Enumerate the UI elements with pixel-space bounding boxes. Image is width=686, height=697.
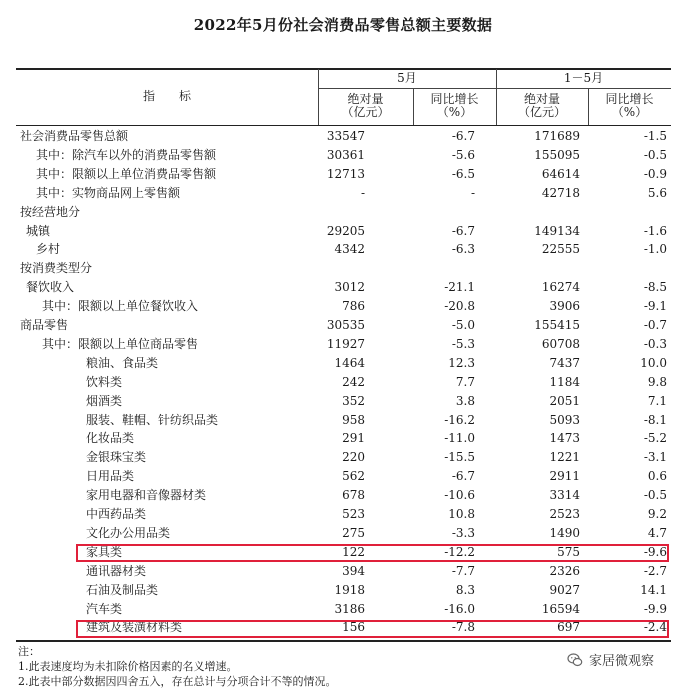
may-abs-header <box>318 93 413 119</box>
may-yoy-value: -5.6 <box>451 147 475 162</box>
janmay-yoy-value: -9.9 <box>643 601 667 616</box>
may-yoy-value: -12.2 <box>444 544 475 559</box>
may-yoy-value: -3.3 <box>451 525 475 540</box>
highlight-box-building-materials <box>76 620 669 638</box>
may-absolute-value: 291 <box>342 431 365 446</box>
janmay-absolute-value: 2523 <box>549 507 580 521</box>
may-absolute-value: 1918 <box>334 582 365 597</box>
may-yoy-value: -10.6 <box>444 488 475 503</box>
janmay-absolute-value: 1221 <box>549 450 580 465</box>
table-row <box>16 316 671 335</box>
table-top-rule <box>16 68 671 70</box>
janmay-absolute-value: 3314 <box>549 488 580 503</box>
table-row <box>16 486 671 505</box>
row-label: 服装、鞋帽、针纺织品类 <box>86 412 219 427</box>
row-label: 烟酒类 <box>86 393 123 408</box>
may-absolute-value: 242 <box>342 374 365 389</box>
may-yoy-value: 8.3 <box>455 582 475 597</box>
watermark <box>567 650 654 669</box>
row-label: 商品零售 <box>20 318 69 332</box>
table-row <box>16 240 671 259</box>
janmay-absolute-value: 697 <box>557 620 580 635</box>
may-yoy-header <box>413 93 496 119</box>
janmay-absolute-value: 1184 <box>549 374 580 389</box>
may-absolute-value: 562 <box>342 469 365 484</box>
janmay-absolute-value: 60708 <box>541 336 580 351</box>
abs-unit: （亿元） <box>517 105 566 119</box>
table-row <box>16 429 671 448</box>
may-yoy-value: 10.8 <box>448 507 475 521</box>
period-jan-may-header: 1－5月 <box>563 71 604 85</box>
janmay-absolute-value: 2326 <box>549 563 580 578</box>
may-absolute-value: 786 <box>342 299 365 314</box>
may-yoy-value: 12.3 <box>448 355 475 370</box>
table-row <box>16 297 671 316</box>
may-absolute-value: 275 <box>342 525 365 540</box>
janmay-absolute-value: 155415 <box>534 318 580 332</box>
janmay-yoy-value: -1.0 <box>643 242 667 257</box>
row-label: 建筑及装潢材料类 <box>86 620 183 635</box>
janmay-yoy-value: -0.5 <box>643 147 667 162</box>
janmay-absolute-value: 575 <box>557 544 580 559</box>
table-row <box>16 335 671 354</box>
table-row <box>16 278 671 297</box>
table-row <box>16 392 671 411</box>
janmay-yoy-value: -0.5 <box>643 488 667 503</box>
janmay-absolute-value: 171689 <box>534 129 580 143</box>
row-label: 城镇 <box>26 223 51 238</box>
table-row <box>16 203 671 222</box>
janmay-abs-header <box>496 93 588 119</box>
janmay-yoy-value: -1.6 <box>643 223 667 238</box>
abs-label: 绝对量 <box>523 92 560 106</box>
janmay-yoy-value: -8.1 <box>643 412 667 427</box>
janmay-absolute-value: 149134 <box>534 223 580 238</box>
may-absolute-value: 523 <box>342 507 365 521</box>
janmay-absolute-value: 16594 <box>541 601 580 616</box>
janmay-yoy-value: -1.5 <box>643 129 667 143</box>
row-label: 金银珠宝类 <box>86 450 147 465</box>
row-label: 其中：实物商品网上零售额 <box>36 185 181 200</box>
may-absolute-value: - <box>360 185 365 200</box>
table-bottom-rule <box>16 640 671 642</box>
row-label: 其中：限额以上单位餐饮收入 <box>42 299 199 314</box>
may-absolute-value: 394 <box>342 563 365 578</box>
janmay-yoy-value: 9.8 <box>647 374 667 389</box>
row-label: 其中：限额以上单位消费品零售额 <box>36 166 217 181</box>
may-absolute-value: 11927 <box>326 336 365 351</box>
janmay-absolute-value: 1473 <box>549 431 580 446</box>
table-row <box>16 354 671 373</box>
may-yoy-value: -6.7 <box>451 223 475 238</box>
yoy-label: 同比增长 <box>605 92 654 106</box>
table-row <box>16 411 671 430</box>
row-label: 乡村 <box>36 242 61 257</box>
janmay-yoy-value: -0.7 <box>643 318 667 332</box>
janmay-absolute-value: 22555 <box>541 242 580 257</box>
janmay-yoy-value: -9.6 <box>643 544 667 559</box>
abs-label: 绝对量 <box>347 92 384 106</box>
may-yoy-value: -11.0 <box>444 431 475 446</box>
yoy-label: 同比增长 <box>430 92 479 106</box>
may-yoy-value: -5.3 <box>451 336 475 351</box>
janmay-yoy-value: 5.6 <box>647 185 667 200</box>
may-yoy-value: 7.7 <box>455 374 475 389</box>
janmay-absolute-value: 155095 <box>534 147 580 162</box>
table-row <box>16 581 671 600</box>
may-absolute-value: 122 <box>342 544 365 559</box>
janmay-yoy-value: 10.0 <box>640 355 667 370</box>
row-label: 石油及制品类 <box>86 582 159 597</box>
janmay-absolute-value: 9027 <box>549 582 580 597</box>
may-yoy-value: -6.3 <box>451 242 475 257</box>
may-absolute-value: 29205 <box>326 223 365 238</box>
may-absolute-value: 958 <box>342 412 365 427</box>
yoy-unit: （%） <box>436 105 473 119</box>
table-row <box>16 165 671 184</box>
may-absolute-value: 3186 <box>334 601 365 616</box>
may-absolute-value: 4342 <box>334 242 365 257</box>
may-absolute-value: 30535 <box>326 318 365 332</box>
may-yoy-value: -16.2 <box>444 412 475 427</box>
janmay-yoy-value: 0.6 <box>647 469 667 484</box>
janmay-yoy-value: -5.2 <box>643 431 667 446</box>
may-yoy-value: 3.8 <box>455 393 475 408</box>
table-row <box>16 562 671 581</box>
janmay-yoy-header <box>588 93 671 119</box>
page-title: 2022年5月份社会消费品零售总额主要数据 <box>193 16 493 34</box>
row-label: 粮油、食品类 <box>86 355 159 370</box>
janmay-absolute-value: 5093 <box>549 412 580 427</box>
table-row <box>16 448 671 467</box>
table-row <box>16 373 671 392</box>
janmay-absolute-value: 3906 <box>549 299 580 314</box>
janmay-yoy-value: -8.5 <box>643 280 667 295</box>
janmay-absolute-value: 42718 <box>541 185 580 200</box>
may-absolute-value: 156 <box>342 620 365 635</box>
table-row <box>16 467 671 486</box>
may-yoy-value: -6.5 <box>451 166 475 181</box>
janmay-yoy-value: 7.1 <box>647 393 667 408</box>
may-yoy-value: -5.0 <box>451 318 475 332</box>
abs-unit: （亿元） <box>341 105 390 119</box>
yoy-unit: （%） <box>611 105 648 119</box>
table-row <box>16 600 671 619</box>
notes-line-1: 1.此表速度均为未扣除价格因素的名义增速。 <box>18 660 238 673</box>
row-label: 家用电器和音像器材类 <box>86 488 207 503</box>
table-row <box>16 259 671 278</box>
indicator-header: 指 标 <box>142 89 191 103</box>
notes-heading: 注： <box>18 645 40 658</box>
may-yoy-value: -6.7 <box>451 469 475 484</box>
janmay-absolute-value: 16274 <box>541 280 580 295</box>
wechat-icon <box>567 652 583 668</box>
janmay-absolute-value: 2051 <box>549 393 580 408</box>
may-yoy-value: -6.7 <box>451 129 475 143</box>
row-label: 按经营地分 <box>20 204 81 219</box>
watermark-text: 家居微观察 <box>588 654 654 669</box>
row-label: 文化办公用品类 <box>86 525 171 540</box>
may-yoy-value: -7.7 <box>451 563 475 578</box>
table-row <box>16 505 671 524</box>
row-label: 日用品类 <box>86 469 135 484</box>
period-underline <box>318 88 671 89</box>
may-yoy-value: -7.8 <box>451 620 475 635</box>
janmay-absolute-value: 1490 <box>549 525 580 540</box>
janmay-yoy-value: -2.7 <box>643 563 667 578</box>
row-label: 其中：除汽车以外的消费品零售额 <box>36 147 217 162</box>
row-label: 中西药品类 <box>86 507 147 521</box>
janmay-absolute-value: 64614 <box>541 166 580 181</box>
row-label: 餐饮收入 <box>26 280 75 295</box>
may-yoy-value: -15.5 <box>444 450 475 465</box>
may-yoy-value: -16.0 <box>444 601 475 616</box>
row-label: 按消费类型分 <box>20 261 93 276</box>
janmay-yoy-value: -2.4 <box>643 620 667 635</box>
may-absolute-value: 3012 <box>334 280 365 295</box>
may-yoy-value: - <box>470 185 475 200</box>
row-label: 化妆品类 <box>86 431 135 446</box>
table-row <box>16 184 671 203</box>
table-row <box>16 127 671 146</box>
row-label: 汽车类 <box>86 601 123 616</box>
row-label: 家具类 <box>86 544 123 559</box>
may-absolute-value: 12713 <box>326 166 365 181</box>
table-row <box>16 524 671 543</box>
may-absolute-value: 352 <box>342 393 365 408</box>
highlight-box-furniture <box>76 544 669 562</box>
janmay-yoy-value: 4.7 <box>647 525 667 540</box>
may-yoy-value: -21.1 <box>444 280 475 295</box>
table-row <box>16 222 671 241</box>
period-may-header: 5月 <box>397 71 417 85</box>
row-label: 通讯器材类 <box>86 563 147 578</box>
row-label: 其中：限额以上单位商品零售 <box>42 336 199 351</box>
janmay-yoy-value: -0.9 <box>643 166 667 181</box>
janmay-absolute-value: 7437 <box>549 355 580 370</box>
janmay-yoy-value: 9.2 <box>647 507 667 521</box>
janmay-yoy-value: -0.3 <box>643 336 667 351</box>
janmay-yoy-value: -3.1 <box>643 450 667 465</box>
may-absolute-value: 33547 <box>326 129 365 143</box>
table-row <box>16 146 671 165</box>
row-label: 社会消费品零售总额 <box>20 129 129 143</box>
may-absolute-value: 30361 <box>326 147 365 162</box>
janmay-absolute-value: 2911 <box>549 469 580 484</box>
janmay-yoy-value: -9.1 <box>643 299 667 314</box>
may-yoy-value: -20.8 <box>444 299 475 314</box>
may-absolute-value: 220 <box>342 450 365 465</box>
notes-line-2: 2.此表中部分数据因四舍五入，存在总计与分项合计不等的情况。 <box>18 675 337 688</box>
may-absolute-value: 1464 <box>334 355 365 370</box>
janmay-yoy-value: 14.1 <box>640 582 667 597</box>
header-bottom-rule <box>16 125 671 126</box>
row-label: 饮料类 <box>86 374 123 389</box>
may-absolute-value: 678 <box>342 488 365 503</box>
